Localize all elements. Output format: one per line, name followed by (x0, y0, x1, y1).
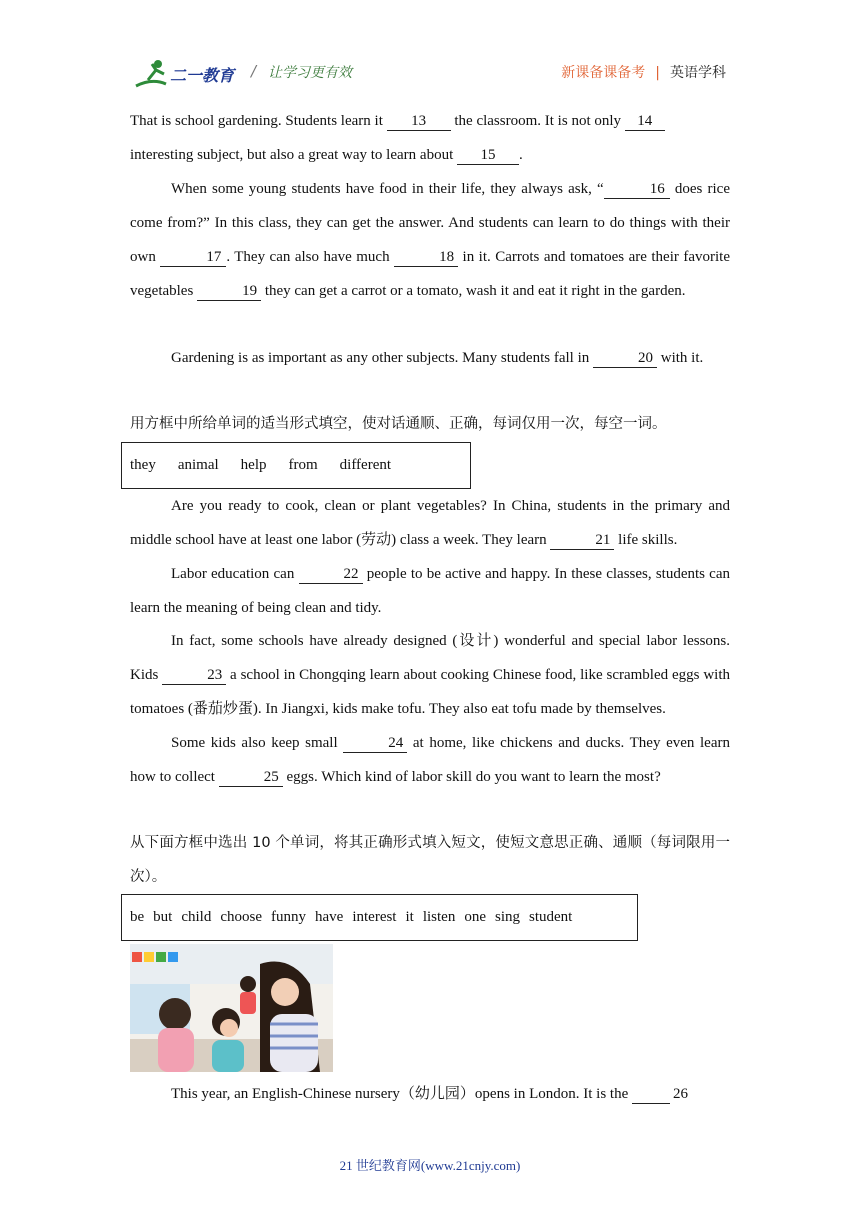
section2-instruction: 用方框中所给单词的适当形式填空，使对话通顺、正确，每词仅用一次，每空一词。 (130, 416, 667, 432)
word-option: be (130, 909, 145, 925)
page-footer[interactable]: 21 世纪教育网(www.21cnjy.com) (339, 1158, 521, 1173)
word-option: they (130, 457, 156, 473)
blank-20[interactable]: 20 (593, 349, 657, 368)
blank-17[interactable]: 17 (160, 248, 226, 267)
blank-14[interactable]: 14 (625, 112, 665, 131)
passage1-para2: When some young students have food in their life, they always ask, “ 16 does rice come from?” In this class, they can get the answer. And students can learn to do things with their own 17 . They can also have much 18 in it. Carrots and tomatoes are their favorite vegetables 19 they can get a carrot or a tomato, wash it and eat it right in the garden. (130, 181, 730, 299)
word-option: different (339, 457, 392, 473)
word-box-2 (121, 894, 638, 941)
word-option: it (405, 909, 414, 925)
word-option: funny (271, 909, 306, 925)
section3-instruction: 从下面方框中选出 10 个单词，将其正确形式填入短文，使短文意思正确、通顺（每词限用一次）。 (130, 835, 730, 885)
blank-19[interactable]: 19 (197, 282, 261, 301)
blank-18[interactable]: 18 (394, 248, 458, 267)
classroom-photo (130, 944, 333, 1072)
blank-26[interactable]: 26 (632, 1085, 670, 1104)
section2-para4: Some kids also keep small 24 at home, like chickens and ducks. They even learn how to collect 25 eggs. Which kind of labor skill do you want to learn the most? (130, 735, 730, 785)
word-option: from (288, 457, 318, 473)
blank-22[interactable]: 22 (299, 565, 363, 584)
word-option: sing (495, 909, 521, 925)
passage1-para1: That is school gardening. Students learn it 13 the classroom. It is not only 14 interesting subject, but also a great way to learn about 15 . (130, 104, 730, 172)
word-option: animal (177, 457, 219, 473)
blank-25[interactable]: 25 (219, 768, 283, 787)
blank-13[interactable]: 13 (387, 112, 451, 131)
word-option: listen (422, 909, 456, 925)
section2-para1: Are you ready to cook, clean or plant vegetables? In China, students in the primary and middle school have at least one labor (劳动) class a week. They learn 21 life skills. (130, 498, 730, 548)
word-option: have (315, 909, 344, 925)
word-option: choose (220, 909, 262, 925)
word-option: but (153, 909, 173, 925)
blank-21[interactable]: 21 (550, 531, 614, 550)
brand-slogan: 让学习更有效 (268, 65, 352, 81)
page-header: 二一教育 / 让学习更有效 新课备课备考 | 英语学科 (0, 0, 860, 100)
word-option: child (181, 909, 212, 925)
blank-15[interactable]: 15 (457, 146, 519, 165)
word-option: help (240, 457, 267, 473)
passage1-para3: Gardening is as important as any other subjects. Many students fall in 20 with it. (171, 350, 704, 366)
header-subject: 新课备课备考 | 英语学科 (561, 65, 726, 81)
brand-name: 二一教育 (170, 66, 235, 85)
section2-para2: Labor education can 22 people to be active and happy. In these classes, students can learn the meaning of being clean and tidy. (130, 566, 730, 616)
word-box-1 (121, 442, 471, 489)
blank-16[interactable]: 16 (604, 180, 670, 199)
section3-para1: This year, an English-Chinese nursery（幼儿园）opens in London. It is the 26 (171, 1086, 688, 1102)
section2-para3: In fact, some schools have already designed (设计) wonderful and special labor lessons. Kids 23 a school in Chongqing learn about cooking Chinese food, like scrambled eggs with tomatoes (番茄炒蛋). In Jiangxi, kids make tofu. They also eat tofu made by themselves. (130, 633, 731, 717)
word-option: one (464, 909, 486, 925)
word-option: student (529, 909, 573, 925)
blank-24[interactable]: 24 (343, 734, 407, 753)
blank-23[interactable]: 23 (162, 666, 226, 685)
word-option: interest (352, 909, 397, 925)
